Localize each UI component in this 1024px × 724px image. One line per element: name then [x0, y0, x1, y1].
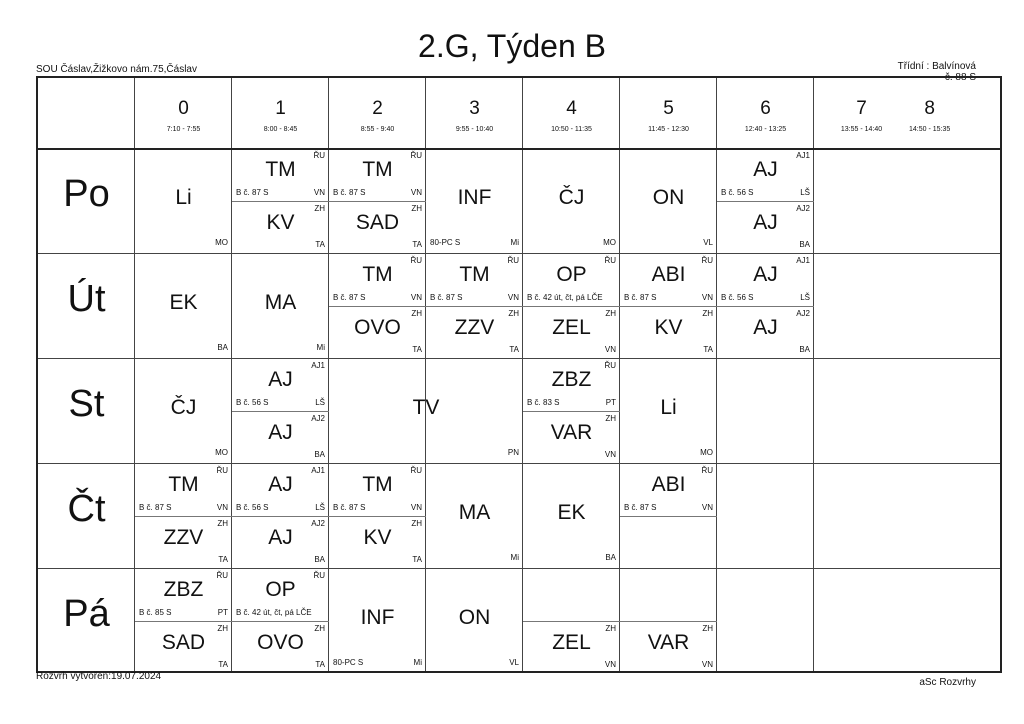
- lesson-subject: AJ: [753, 263, 778, 286]
- lesson-group: ZH: [605, 308, 616, 318]
- lesson-subject: VAR: [550, 420, 593, 444]
- period-time: 12:40 - 13:25: [744, 126, 787, 133]
- lesson-teacher: BA: [314, 555, 325, 564]
- footer-brand: aSc Rozvrhy: [919, 677, 976, 688]
- lesson-teacher: VL: [703, 238, 713, 247]
- lesson-cell[interactable]: [523, 148, 620, 253]
- day-label: Út: [67, 278, 106, 320]
- lesson-cell[interactable]: [523, 358, 620, 463]
- lesson-teacher: TA: [509, 345, 519, 354]
- lesson-teacher: TA: [218, 555, 228, 564]
- period-header: [814, 78, 909, 148]
- lesson-teacher: LŠ: [800, 292, 810, 302]
- lesson-group: AJ1: [796, 256, 810, 265]
- lesson-cell[interactable]: [135, 463, 232, 568]
- lesson-subject: KV: [266, 210, 295, 234]
- lesson-subject: ZZV: [454, 315, 495, 339]
- day-label: Čt: [67, 488, 106, 530]
- lesson-teacher: Mi: [510, 553, 519, 562]
- lesson-divider: [620, 516, 717, 517]
- lesson-teacher: VN: [604, 660, 616, 669]
- lesson-group: ZH: [508, 308, 519, 318]
- lesson-group: AJ1: [311, 466, 325, 475]
- period-header: [620, 78, 717, 148]
- lesson-group: ŘU: [604, 361, 616, 370]
- lesson-teacher: PT: [605, 397, 616, 407]
- lesson-divider: [717, 201, 814, 202]
- lesson-subject: TM: [459, 263, 490, 286]
- lesson-subject: ZBZ: [551, 368, 592, 391]
- lesson-subject: ZEL: [552, 315, 591, 339]
- lesson-subject: MA: [458, 500, 491, 524]
- lesson-teacher: BA: [314, 450, 325, 459]
- lesson-teacher: LŠ: [800, 187, 810, 197]
- lesson-group: ŘU: [701, 256, 713, 265]
- lesson-room: B č. 42 út, čt, pá LČE: [527, 292, 603, 302]
- lesson-teacher: TA: [412, 345, 422, 354]
- lesson-group: ZH: [217, 623, 228, 633]
- lesson-cell[interactable]: [620, 358, 717, 463]
- lesson-divider: [232, 516, 329, 517]
- lesson-group: AJ1: [311, 361, 325, 370]
- lesson-teacher: VN: [701, 660, 713, 669]
- lesson-teacher: TA: [412, 555, 422, 564]
- class-teacher-name: Třídní : Balvínová: [897, 61, 976, 72]
- lesson-group: ŘU: [410, 151, 422, 160]
- lesson-room: B č. 42 út, čt, pá LČE: [236, 607, 312, 617]
- lesson-subject: ON: [652, 185, 685, 209]
- period-number: 7: [856, 98, 867, 119]
- period-time: 7:10 - 7:55: [166, 126, 201, 133]
- lesson-cell[interactable]: [620, 463, 717, 568]
- lesson-divider: [329, 201, 426, 202]
- lesson-cell[interactable]: [717, 253, 814, 358]
- lesson-teacher: VN: [410, 292, 422, 302]
- lesson-subject: ZBZ: [163, 578, 204, 601]
- lesson-room: B č. 87 S: [430, 292, 463, 302]
- lesson-subject: OP: [556, 263, 587, 286]
- lesson-group: AJ2: [796, 203, 810, 213]
- lesson-teacher: TA: [315, 240, 325, 249]
- lesson-subject: TV: [412, 395, 440, 419]
- lesson-subject: KV: [363, 525, 392, 549]
- period-number: 5: [663, 98, 674, 119]
- lesson-teacher: MO: [603, 238, 616, 247]
- lesson-cell[interactable]: [329, 253, 426, 358]
- lesson-divider: [135, 516, 232, 517]
- lesson-subject: OP: [265, 578, 296, 601]
- lesson-group: ZH: [605, 413, 616, 423]
- lesson-cell[interactable]: [135, 358, 232, 463]
- lesson-divider: [329, 516, 426, 517]
- lesson-subject: OVO: [257, 630, 304, 654]
- lesson-subject: AJ: [753, 158, 778, 181]
- lesson-room: B č. 87 S: [236, 187, 269, 197]
- lesson-teacher: VN: [604, 345, 616, 354]
- lesson-teacher: PN: [507, 448, 519, 457]
- page-title: 2.G, Týden B: [418, 28, 606, 64]
- lesson-subject: KV: [654, 315, 683, 339]
- lesson-divider: [426, 306, 523, 307]
- period-header: [426, 78, 523, 148]
- period-header: [717, 78, 814, 148]
- lesson-teacher: BA: [799, 240, 810, 249]
- period-number: 3: [469, 98, 480, 119]
- period-header: [135, 78, 232, 148]
- lesson-subject: AJ: [268, 368, 293, 391]
- period-time: 10:50 - 11:35: [551, 126, 592, 133]
- lesson-subject: TM: [168, 473, 199, 496]
- lesson-divider: [523, 411, 620, 412]
- lesson-divider: [620, 621, 717, 622]
- lesson-teacher: TA: [218, 660, 228, 669]
- lesson-group: ZH: [314, 623, 325, 633]
- lesson-divider: [620, 306, 717, 307]
- lesson-divider: [232, 201, 329, 202]
- lesson-subject: SAD: [161, 630, 206, 654]
- period-number: 6: [760, 98, 771, 119]
- period-time: 13:55 - 14:40: [840, 126, 883, 133]
- lesson-subject: TM: [362, 263, 393, 286]
- lesson-subject: TM: [265, 158, 296, 181]
- lesson-subject: Li: [660, 395, 677, 419]
- lesson-subject: TM: [362, 473, 393, 496]
- lesson-divider: [232, 621, 329, 622]
- period-header: [523, 78, 620, 148]
- period-number: 8: [924, 98, 935, 119]
- lesson-divider: [329, 306, 426, 307]
- lesson-group: ŘU: [216, 466, 228, 475]
- lesson-room: B č. 56 S: [721, 187, 754, 197]
- lesson-teacher: MO: [215, 238, 228, 247]
- lesson-teacher: TA: [703, 345, 713, 354]
- lesson-divider: [717, 306, 814, 307]
- lesson-subject: ČJ: [558, 185, 585, 209]
- period-header: [232, 78, 329, 148]
- lesson-cell[interactable]: [329, 463, 426, 568]
- lesson-subject: ČJ: [170, 395, 197, 419]
- lesson-subject: ABI: [651, 473, 686, 496]
- lesson-subject: ZEL: [552, 630, 591, 654]
- period-time: 11:45 - 12:30: [648, 126, 689, 133]
- period-header: [909, 78, 950, 148]
- period-time: 8:00 - 8:45: [263, 126, 298, 133]
- lesson-cell[interactable]: [329, 148, 426, 253]
- lesson-subject: OVO: [354, 315, 401, 339]
- lesson-subject: TM: [362, 158, 393, 181]
- lesson-cell[interactable]: [523, 463, 620, 568]
- lesson-group: ZH: [702, 623, 713, 633]
- lesson-teacher: BA: [799, 345, 810, 354]
- period-number: 4: [566, 98, 577, 119]
- lesson-cell[interactable]: [523, 253, 620, 358]
- day-label: Pá: [63, 593, 110, 635]
- lesson-divider: [135, 621, 232, 622]
- lesson-subject: EK: [557, 500, 586, 524]
- lesson-divider: [523, 306, 620, 307]
- lesson-subject: AJ: [753, 210, 778, 234]
- lesson-group: ŘU: [216, 571, 228, 580]
- lesson-cell[interactable]: [620, 148, 717, 253]
- lesson-cell[interactable]: [426, 148, 523, 253]
- lesson-group: ŘU: [604, 256, 616, 265]
- lesson-teacher: TA: [412, 240, 422, 249]
- class-room: č. 88 S: [944, 72, 976, 83]
- created-date: Rozvrh vytvořen:19.07.2024: [36, 671, 162, 682]
- lesson-cell[interactable]: [329, 568, 426, 673]
- lesson-room: B č. 85 S: [139, 607, 172, 617]
- lesson-group: ŘU: [410, 256, 422, 265]
- lesson-group: ZH: [605, 623, 616, 633]
- lesson-subject: AJ: [753, 315, 778, 339]
- lesson-group: ZH: [314, 203, 325, 213]
- lesson-group: ŘU: [410, 466, 422, 475]
- lesson-room: 80-PC S: [430, 238, 461, 247]
- lesson-subject: EK: [169, 290, 198, 314]
- lesson-cell[interactable]: [329, 358, 523, 463]
- lesson-cell[interactable]: [232, 358, 329, 463]
- lesson-cell[interactable]: [232, 463, 329, 568]
- lesson-room: B č. 56 S: [236, 502, 269, 512]
- lesson-cell[interactable]: [135, 253, 232, 358]
- lesson-teacher: Mi: [510, 238, 519, 247]
- day-label: Po: [63, 173, 110, 215]
- lesson-room: B č. 87 S: [624, 292, 657, 302]
- lesson-room: B č. 87 S: [139, 502, 172, 512]
- period-number: 2: [372, 98, 383, 119]
- period-time: 8:55 - 9:40: [360, 126, 395, 133]
- lesson-teacher: VN: [410, 187, 422, 197]
- lesson-teacher: LŠ: [315, 502, 325, 512]
- lesson-teacher: PT: [217, 607, 228, 617]
- lesson-cell[interactable]: [232, 148, 329, 253]
- lesson-subject: VAR: [647, 630, 690, 654]
- lesson-group: ZH: [702, 308, 713, 318]
- lesson-subject: INF: [360, 605, 395, 629]
- lesson-teacher: MO: [215, 448, 228, 457]
- lesson-group: AJ2: [311, 518, 325, 528]
- lesson-cell[interactable]: [426, 568, 523, 673]
- lesson-cell[interactable]: [620, 253, 717, 358]
- lesson-cell[interactable]: [135, 148, 232, 253]
- lesson-cell[interactable]: [426, 463, 523, 568]
- lesson-teacher: VN: [604, 450, 616, 459]
- lesson-room: B č. 56 S: [236, 397, 269, 407]
- lesson-subject: Li: [175, 185, 192, 209]
- period-header: [329, 78, 426, 148]
- day-label: St: [68, 383, 105, 425]
- lesson-group: ŘU: [701, 466, 713, 475]
- lesson-cell[interactable]: [717, 148, 814, 253]
- lesson-teacher: Mi: [316, 343, 325, 352]
- lesson-subject: MA: [264, 290, 297, 314]
- lesson-room: B č. 87 S: [333, 502, 366, 512]
- lesson-teacher: BA: [605, 553, 616, 562]
- lesson-teacher: VN: [701, 502, 713, 512]
- lesson-group: AJ1: [796, 151, 810, 160]
- lesson-room: B č. 56 S: [721, 292, 754, 302]
- lesson-cell[interactable]: [232, 253, 329, 358]
- lesson-group: ZH: [411, 518, 422, 528]
- lesson-subject: ON: [458, 605, 491, 629]
- lesson-teacher: VL: [509, 658, 519, 667]
- lesson-group: ZH: [411, 308, 422, 318]
- period-time: 9:55 - 10:40: [455, 126, 494, 133]
- lesson-subject: AJ: [268, 525, 293, 549]
- lesson-cell[interactable]: [232, 568, 329, 673]
- lesson-room: 80-PC S: [333, 658, 364, 667]
- period-time: 14:50 - 15:35: [909, 126, 951, 133]
- lesson-group: AJ2: [796, 308, 810, 318]
- timetable-grid: [36, 76, 1002, 673]
- lesson-room: B č. 87 S: [333, 292, 366, 302]
- lesson-subject: AJ: [268, 473, 293, 496]
- lesson-group: ŘU: [313, 571, 325, 580]
- lesson-group: ZH: [217, 518, 228, 528]
- lesson-divider: [232, 411, 329, 412]
- lesson-teacher: VN: [701, 292, 713, 302]
- lesson-group: ŘU: [313, 151, 325, 160]
- lesson-subject: SAD: [355, 210, 400, 234]
- lesson-teacher: VN: [507, 292, 519, 302]
- lesson-group: ŘU: [507, 256, 519, 265]
- lesson-teacher: VN: [410, 502, 422, 512]
- lesson-teacher: TA: [315, 660, 325, 669]
- lesson-group: ZH: [411, 203, 422, 213]
- lesson-teacher: BA: [217, 343, 228, 352]
- lesson-subject: ZZV: [163, 525, 204, 549]
- lesson-cell[interactable]: [135, 568, 232, 673]
- lesson-teacher: LŠ: [315, 397, 325, 407]
- lesson-room: B č. 87 S: [333, 187, 366, 197]
- lesson-teacher: VN: [216, 502, 228, 512]
- period-number: 1: [275, 98, 286, 119]
- school-name: SOU Čáslav,Žižkovo nám.75,Čáslav: [36, 64, 197, 75]
- lesson-group: AJ2: [311, 413, 325, 423]
- lesson-divider: [523, 621, 620, 622]
- lesson-cell[interactable]: [620, 568, 717, 673]
- lesson-room: B č. 87 S: [624, 502, 657, 512]
- lesson-subject: ABI: [651, 263, 686, 286]
- lesson-teacher: Mi: [413, 658, 422, 667]
- period-number: 0: [178, 98, 189, 119]
- lesson-teacher: MO: [700, 448, 713, 457]
- lesson-subject: INF: [457, 185, 492, 209]
- lesson-cell[interactable]: [523, 568, 620, 673]
- lesson-subject: AJ: [268, 420, 293, 444]
- lesson-cell[interactable]: [426, 253, 523, 358]
- lesson-room: B č. 83 S: [527, 397, 560, 407]
- lesson-teacher: VN: [313, 187, 325, 197]
